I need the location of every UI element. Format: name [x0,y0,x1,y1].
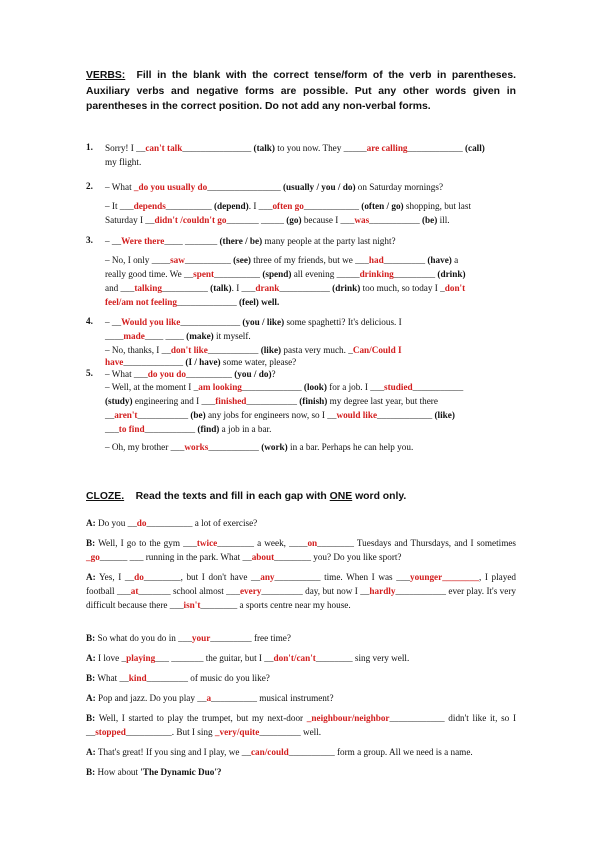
question-number-2: 2. [86,181,93,191]
q3-line4: and ___talking__________ (talk). I ___drank___________ (drink) too much, so today I _don't [105,283,466,293]
cloze-line-6: B: What __kind_________ of music do you like? [86,673,270,683]
q4-line3: – No, thanks, I __don't like___________ (like) pasta very much. _Can/Could I [105,345,402,355]
q4-line4: have_____________ (I / have) some water, please? [105,357,297,367]
cloze-line-1: A: Do you __do__________ a lot of exercise? [86,518,258,528]
verbs-heading: VERBS: [86,70,126,81]
q5-line5: ___to find___________ (find) a job in a bar. [105,424,272,434]
q5-line2: – Well, at the moment I _am looking_____________ (look) for a job. I ___studied___________ [105,382,464,392]
cloze-line-7: A: Pop and jazz. Do you play __a__________ musical instrument? [86,693,334,703]
question-number-5: 5. [86,368,93,378]
cloze-heading: CLOZE. Read the texts and fill in each gap with ONE word only. [86,491,407,502]
cloze-line-8: B: Well, I started to play the trumpet, but my next-door _neighbour/neighbor____________ didn't like it, so I __stopped__________. But I sing _very/quite_________ well. [86,713,516,737]
q3-line5: feel/am not feeling_____________ (feel) well. [105,297,280,307]
q5-line3: (study) engineering and I ___finished___________ (finish) my degree last year, but there [105,396,438,406]
q5-line1: – What ___do you do__________ (you / do)? [105,369,276,379]
q4-line1: – __Would you like_____________ (you / like) some spaghetti? It's delicious. I [105,317,402,327]
q3-line2: – No, I only ____saw__________ (see) three of my friends, but we ___had_________ (have) a [105,255,459,265]
cloze-line-10: B: How about 'The Dynamic Duo'? [86,767,222,777]
cloze-line-2: B: Well, I go to the gym ___twice________ a week, ____on________ Tuesdays and Thursdays, and I sometimes _go______ ___ running in the park. What __about________ you? Do you like sport? [86,538,517,562]
question-number-3: 3. [86,235,93,245]
q4-line2: ____made____ ____ (make) it myself. [105,331,251,341]
q3-line3: really good time. We __spent__________ (spend) all evening _____drinking_________ (drink) [105,269,466,279]
q3-line1: – __Were there____ _______ (there / be) many people at the party last night? [105,236,396,246]
q1-line2: my flight. [105,157,142,167]
q5-line6: – Oh, my brother ___works___________ (work) in a bar. Perhaps he can help you. [105,442,414,452]
q5-line4: __aren't___________ (be) any jobs for engineers now, so I __would like____________ (like) [105,410,455,420]
q2-line2: – It ___depends__________ (depend). I ___often go____________ (often / go) shopping, but last [105,201,472,211]
q2-line1: – What _do you usually do________________ (usually / you / do) on Saturday mornings? [105,182,444,192]
verbs-instruction-text: Fill in the blank with the correct tense/form of the verb in parentheses. Auxiliary verbs and negative forms are possible. Put any other words given in parentheses in the correct position. Do not add any non-verbal forms. [86,70,516,112]
cloze-line-5: A: I love _playing___ _______ the guitar, but I __don't/can't________ sing very well. [86,653,410,663]
cloze-line-3: A: Yes, I __do________, but I don't have __any__________ time. When I was ___younger________, I played football ___at_______ school almost ___every_________ day, but now I __hardly___________ ever play. It's very difficult because there ___isn't________ a sports centre near my house. [86,572,516,610]
q1-line1: Sorry! I __can't talk_______________ (talk) to you now. They _____are calling____________ (call) [105,143,485,153]
cloze-line-4: B: So what do you do in ___your_________ free time? [86,633,291,643]
question-number-1: 1. [86,142,93,152]
q2-line3: Saturday I __didn't /couldn't go_______ _____ (go) because I ___was___________ (be) ill. [105,215,450,225]
question-number-4: 4. [86,316,93,326]
cloze-line-9: A: That's great! If you sing and I play, we __can/could__________ form a group. All we need is a name. [86,747,473,757]
verbs-instructions [86,68,516,115]
